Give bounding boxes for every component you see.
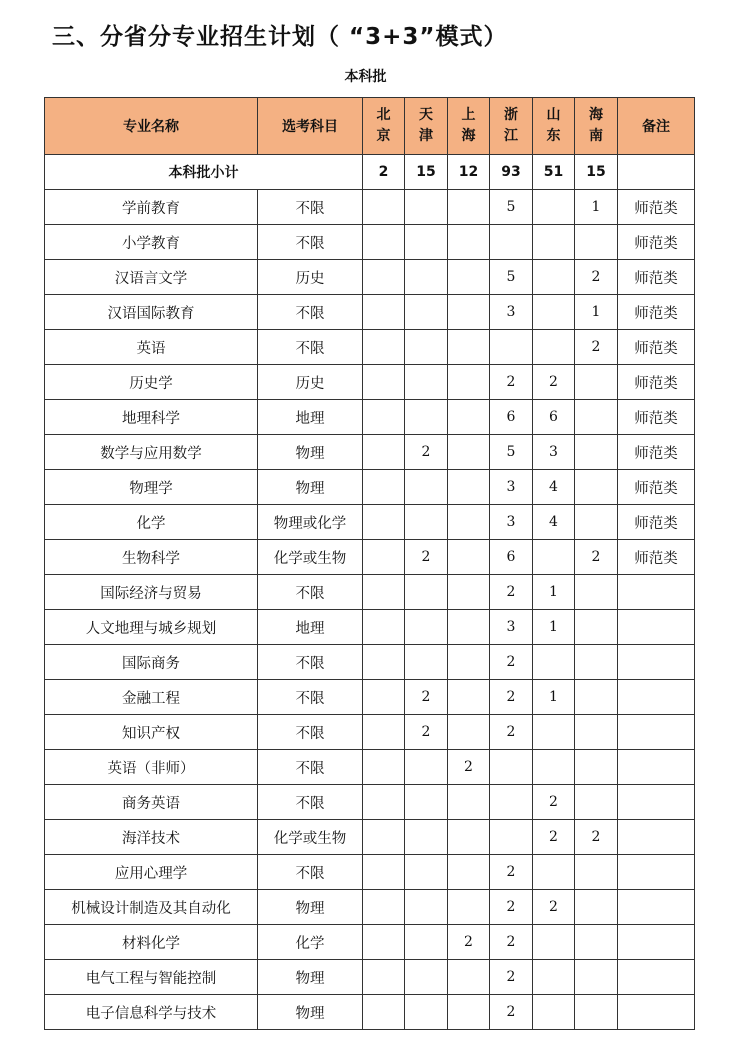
quota-cell [405, 295, 448, 330]
note-cell: 师范类 [618, 330, 695, 365]
table-row [45, 890, 695, 925]
subjects-cell: 不限 [258, 680, 363, 715]
quota-cell [363, 820, 405, 855]
subjects-cell: 不限 [258, 575, 363, 610]
table-row [45, 645, 695, 680]
quota-cell [448, 960, 490, 995]
quota-cell [405, 995, 448, 1030]
quota-cell: 1 [533, 610, 575, 645]
note-cell [618, 820, 695, 855]
quota-cell: 2 [490, 925, 533, 960]
quota-cell: 5 [490, 260, 533, 295]
table-row [45, 610, 695, 645]
major-name-cell: 电气工程与智能控制 [45, 960, 258, 995]
subjects-cell: 不限 [258, 645, 363, 680]
quota-cell [405, 610, 448, 645]
quota-cell [405, 470, 448, 505]
header-province-beijing: 北 京 [363, 98, 405, 155]
table-row [45, 820, 695, 855]
quota-cell: 5 [490, 435, 533, 470]
quota-cell: 2 [533, 820, 575, 855]
subjects-cell: 不限 [258, 785, 363, 820]
quota-cell: 1 [533, 680, 575, 715]
table-row [45, 505, 695, 540]
table-row [45, 785, 695, 820]
quota-cell [533, 995, 575, 1030]
quota-cell [533, 855, 575, 890]
quota-cell [363, 785, 405, 820]
note-cell [618, 715, 695, 750]
quota-cell [363, 680, 405, 715]
quota-cell [448, 785, 490, 820]
table-row [45, 540, 695, 575]
quota-cell [490, 820, 533, 855]
note-cell [618, 750, 695, 785]
quota-cell: 2 [490, 680, 533, 715]
subtotal-value: 15 [405, 155, 448, 190]
quota-cell [448, 505, 490, 540]
quota-cell [405, 400, 448, 435]
note-cell [618, 575, 695, 610]
quota-cell [363, 610, 405, 645]
note-cell: 师范类 [618, 260, 695, 295]
subjects-cell: 地理 [258, 610, 363, 645]
quota-cell [575, 365, 618, 400]
quota-cell [448, 260, 490, 295]
quota-cell [363, 645, 405, 680]
major-name-cell: 电子信息科学与技术 [45, 995, 258, 1030]
header-major: 专业名称 [45, 98, 258, 155]
quota-cell: 2 [405, 715, 448, 750]
quota-cell [575, 575, 618, 610]
quota-cell [448, 855, 490, 890]
quota-cell [533, 925, 575, 960]
major-name-cell: 材料化学 [45, 925, 258, 960]
major-name-cell: 英语（非师） [45, 750, 258, 785]
quota-cell [405, 925, 448, 960]
table-header-row [45, 98, 695, 155]
quota-cell [448, 610, 490, 645]
major-name-cell: 应用心理学 [45, 855, 258, 890]
quota-cell [405, 960, 448, 995]
quota-cell [575, 855, 618, 890]
quota-cell [363, 435, 405, 470]
quota-cell [363, 995, 405, 1030]
table-row [45, 960, 695, 995]
quota-cell: 2 [533, 365, 575, 400]
major-name-cell: 数学与应用数学 [45, 435, 258, 470]
quota-cell: 3 [490, 470, 533, 505]
major-name-cell: 海洋技术 [45, 820, 258, 855]
quota-cell [363, 855, 405, 890]
quota-cell [575, 960, 618, 995]
header-subjects: 选考科目 [258, 98, 363, 155]
subjects-cell: 化学 [258, 925, 363, 960]
quota-cell: 4 [533, 505, 575, 540]
quota-cell [575, 925, 618, 960]
major-name-cell: 小学教育 [45, 225, 258, 260]
quota-cell [533, 225, 575, 260]
quota-cell: 5 [490, 190, 533, 225]
enrollment-plan-table [44, 97, 695, 1030]
subjects-cell: 不限 [258, 190, 363, 225]
quota-cell: 2 [490, 995, 533, 1030]
note-cell [618, 645, 695, 680]
quota-cell [533, 960, 575, 995]
quota-cell: 2 [490, 855, 533, 890]
major-name-cell: 化学 [45, 505, 258, 540]
table-row [45, 995, 695, 1030]
quota-cell [405, 645, 448, 680]
subjects-cell: 不限 [258, 330, 363, 365]
major-name-cell: 知识产权 [45, 715, 258, 750]
quota-cell: 2 [490, 575, 533, 610]
subjects-cell: 不限 [258, 715, 363, 750]
header-province-hainan: 海 南 [575, 98, 618, 155]
subjects-cell: 化学或生物 [258, 820, 363, 855]
subtotal-value: 2 [363, 155, 405, 190]
quota-cell [575, 995, 618, 1030]
quota-cell: 6 [533, 400, 575, 435]
quota-cell [363, 890, 405, 925]
quota-cell [363, 260, 405, 295]
subtotal-value: 93 [490, 155, 533, 190]
quota-cell [405, 225, 448, 260]
quota-cell: 2 [448, 925, 490, 960]
quota-cell [575, 785, 618, 820]
quota-cell: 2 [490, 715, 533, 750]
quota-cell: 2 [405, 680, 448, 715]
subtotal-value: 12 [448, 155, 490, 190]
major-name-cell: 汉语国际教育 [45, 295, 258, 330]
quota-cell: 2 [490, 960, 533, 995]
note-cell: 师范类 [618, 365, 695, 400]
table-row [45, 225, 695, 260]
quota-cell [575, 715, 618, 750]
quota-cell [363, 225, 405, 260]
quota-cell [490, 750, 533, 785]
quota-cell [363, 190, 405, 225]
major-name-cell: 物理学 [45, 470, 258, 505]
quota-cell: 6 [490, 400, 533, 435]
note-cell: 师范类 [618, 540, 695, 575]
quota-cell [448, 225, 490, 260]
quota-cell [533, 645, 575, 680]
quota-cell: 3 [490, 505, 533, 540]
quota-cell [448, 820, 490, 855]
quota-cell [363, 715, 405, 750]
quota-cell: 2 [533, 890, 575, 925]
note-cell [618, 855, 695, 890]
quota-cell [533, 190, 575, 225]
quota-cell: 1 [575, 190, 618, 225]
quota-cell [363, 295, 405, 330]
quota-cell [448, 470, 490, 505]
subjects-cell: 物理 [258, 470, 363, 505]
table-row [45, 750, 695, 785]
major-name-cell: 人文地理与城乡规划 [45, 610, 258, 645]
quota-cell: 2 [575, 540, 618, 575]
quota-cell [448, 575, 490, 610]
quota-cell: 2 [575, 260, 618, 295]
quota-cell: 2 [533, 785, 575, 820]
subjects-cell: 历史 [258, 365, 363, 400]
quota-cell [405, 750, 448, 785]
subjects-cell: 不限 [258, 750, 363, 785]
quota-cell [448, 645, 490, 680]
quota-cell [405, 855, 448, 890]
note-cell: 师范类 [618, 505, 695, 540]
subjects-cell: 物理 [258, 995, 363, 1030]
quota-cell [575, 750, 618, 785]
quota-cell [405, 260, 448, 295]
quota-cell [575, 680, 618, 715]
quota-cell [405, 785, 448, 820]
note-cell: 师范类 [618, 295, 695, 330]
note-cell [618, 995, 695, 1030]
header-province-shanghai: 上 海 [448, 98, 490, 155]
quota-cell [363, 750, 405, 785]
table-row [45, 330, 695, 365]
table-row [45, 435, 695, 470]
quota-cell [448, 890, 490, 925]
quota-cell: 2 [575, 820, 618, 855]
major-name-cell: 学前教育 [45, 190, 258, 225]
header-province-shandong: 山 东 [533, 98, 575, 155]
major-name-cell: 国际经济与贸易 [45, 575, 258, 610]
quota-cell [363, 925, 405, 960]
quota-cell [448, 995, 490, 1030]
header-province-zhejiang: 浙 江 [490, 98, 533, 155]
quota-cell [490, 225, 533, 260]
subtotal-label: 本科批小计 [45, 155, 363, 190]
major-name-cell: 商务英语 [45, 785, 258, 820]
quota-cell: 2 [405, 435, 448, 470]
major-name-cell: 生物科学 [45, 540, 258, 575]
major-name-cell: 历史学 [45, 365, 258, 400]
quota-cell [448, 715, 490, 750]
quota-cell [448, 680, 490, 715]
subjects-cell: 不限 [258, 855, 363, 890]
table-row [45, 190, 695, 225]
table-row [45, 470, 695, 505]
quota-cell: 3 [533, 435, 575, 470]
note-cell [618, 890, 695, 925]
subjects-cell: 不限 [258, 295, 363, 330]
quota-cell [363, 400, 405, 435]
quota-cell [405, 575, 448, 610]
quota-cell: 3 [490, 295, 533, 330]
subjects-cell: 物理 [258, 890, 363, 925]
quota-cell [363, 505, 405, 540]
subjects-cell: 物理或化学 [258, 505, 363, 540]
quota-cell [363, 365, 405, 400]
quota-cell [575, 890, 618, 925]
subtotal-value: 15 [575, 155, 618, 190]
quota-cell [405, 505, 448, 540]
quota-cell [363, 330, 405, 365]
quota-cell [405, 820, 448, 855]
quota-cell [575, 435, 618, 470]
header-note: 备注 [618, 98, 695, 155]
quota-cell: 2 [490, 365, 533, 400]
quota-cell [575, 470, 618, 505]
quota-cell: 2 [405, 540, 448, 575]
quota-cell [448, 400, 490, 435]
quota-cell [448, 295, 490, 330]
quota-cell [363, 575, 405, 610]
quota-cell [575, 610, 618, 645]
quota-cell [405, 365, 448, 400]
header-province-tianjin: 天 津 [405, 98, 448, 155]
subjects-cell: 物理 [258, 960, 363, 995]
quota-cell: 2 [575, 330, 618, 365]
major-name-cell: 地理科学 [45, 400, 258, 435]
note-cell: 师范类 [618, 470, 695, 505]
quota-cell [575, 645, 618, 680]
subtotal-note [618, 155, 695, 190]
subtotal-value: 51 [533, 155, 575, 190]
quota-cell: 6 [490, 540, 533, 575]
quota-cell [575, 225, 618, 260]
table-row [45, 365, 695, 400]
quota-cell [405, 190, 448, 225]
subjects-cell: 不限 [258, 225, 363, 260]
quota-cell [363, 470, 405, 505]
quota-cell [363, 960, 405, 995]
table-row [45, 260, 695, 295]
quota-cell [490, 330, 533, 365]
quota-cell [533, 750, 575, 785]
subtotal-row [45, 155, 695, 190]
quota-cell [533, 330, 575, 365]
subjects-cell: 地理 [258, 400, 363, 435]
table-row [45, 925, 695, 960]
quota-cell [575, 400, 618, 435]
page-title: 三、分省分专业招生计划（ “3+3”模式） [52, 24, 508, 50]
quota-cell [533, 260, 575, 295]
major-name-cell: 国际商务 [45, 645, 258, 680]
note-cell: 师范类 [618, 225, 695, 260]
quota-cell: 1 [575, 295, 618, 330]
table-row [45, 400, 695, 435]
table-row [45, 295, 695, 330]
quota-cell: 3 [490, 610, 533, 645]
major-name-cell: 金融工程 [45, 680, 258, 715]
note-cell [618, 785, 695, 820]
note-cell: 师范类 [618, 400, 695, 435]
note-cell: 师范类 [618, 190, 695, 225]
quota-cell: 2 [448, 750, 490, 785]
quota-cell [448, 365, 490, 400]
quota-cell [533, 715, 575, 750]
major-name-cell: 机械设计制造及其自动化 [45, 890, 258, 925]
note-cell: 师范类 [618, 435, 695, 470]
quota-cell [405, 890, 448, 925]
quota-cell [575, 505, 618, 540]
table-row [45, 575, 695, 610]
quota-cell: 1 [533, 575, 575, 610]
major-name-cell: 汉语言文学 [45, 260, 258, 295]
quota-cell [533, 540, 575, 575]
quota-cell [448, 540, 490, 575]
table-row [45, 715, 695, 750]
quota-cell [363, 540, 405, 575]
quota-cell [490, 785, 533, 820]
subjects-cell: 历史 [258, 260, 363, 295]
note-cell [618, 680, 695, 715]
note-cell [618, 925, 695, 960]
table-row [45, 855, 695, 890]
quota-cell: 2 [490, 645, 533, 680]
quota-cell [448, 435, 490, 470]
quota-cell [448, 190, 490, 225]
batch-caption: 本科批 [344, 69, 387, 85]
note-cell [618, 610, 695, 645]
quota-cell [448, 330, 490, 365]
note-cell [618, 960, 695, 995]
table-row [45, 680, 695, 715]
quota-cell: 2 [490, 890, 533, 925]
subjects-cell: 物理 [258, 435, 363, 470]
major-name-cell: 英语 [45, 330, 258, 365]
quota-cell: 4 [533, 470, 575, 505]
quota-cell [533, 295, 575, 330]
subjects-cell: 化学或生物 [258, 540, 363, 575]
quota-cell [405, 330, 448, 365]
